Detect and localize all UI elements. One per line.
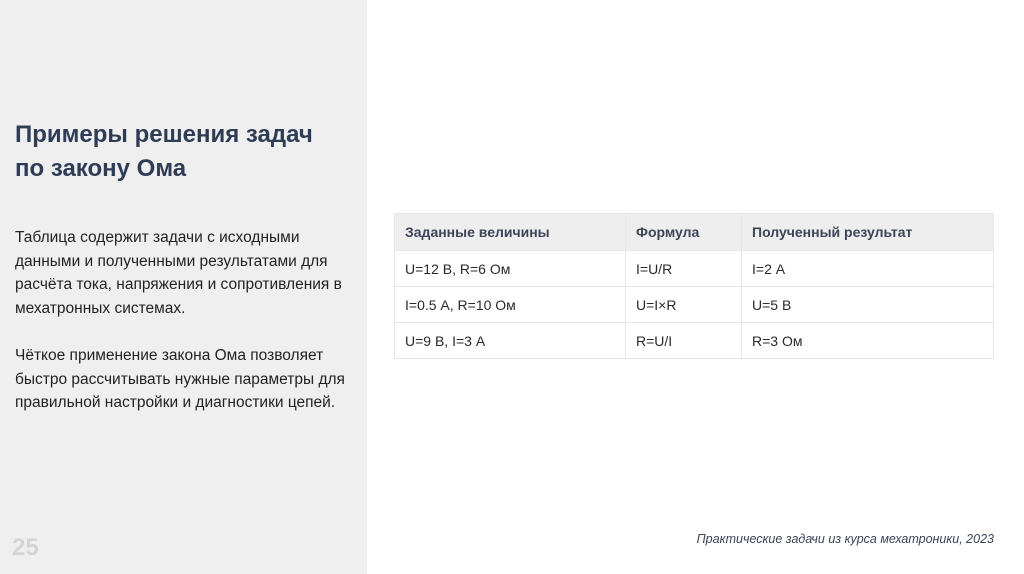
footer-caption: Практические задачи из курса мехатроники, 2023 [696, 532, 994, 546]
table-header-row [395, 214, 994, 251]
left-panel [0, 0, 367, 574]
table-row [395, 287, 994, 323]
title-line-1: Примеры решения задач [15, 121, 313, 148]
header-given-values: Заданные величины [395, 214, 626, 251]
cell-formula: R=U/I [626, 323, 742, 359]
title-line-2: по закону Ома [15, 155, 187, 182]
page-number: 25 [12, 534, 39, 561]
description-paragraph-1: Таблица содержит задачи с исходными данными и полученными результатами для расчёта тока, напряжения и сопротивления в мехатронных системах. [15, 229, 342, 317]
cell-result: U=5 В [742, 287, 994, 323]
table-row [395, 251, 994, 287]
cell-formula: U=I×R [626, 287, 742, 323]
cell-result: R=3 Ом [742, 323, 994, 359]
cell-result: I=2 А [742, 251, 994, 287]
slide-title [15, 118, 360, 186]
header-formula: Формула [626, 214, 742, 251]
ohm-law-table [394, 213, 994, 359]
cell-given: U=9 В, I=3 А [395, 323, 626, 359]
cell-given: U=12 В, R=6 Ом [395, 251, 626, 287]
cell-given: I=0.5 А, R=10 Ом [395, 287, 626, 323]
header-result: Полученный результат [742, 214, 994, 251]
table-row [395, 323, 994, 359]
cell-formula: I=U/R [626, 251, 742, 287]
description-paragraph-2: Чёткое применение закона Ома позволяет быстро рассчитывать нужные параметры для правильной настройки и диагностики цепей. [15, 347, 345, 411]
